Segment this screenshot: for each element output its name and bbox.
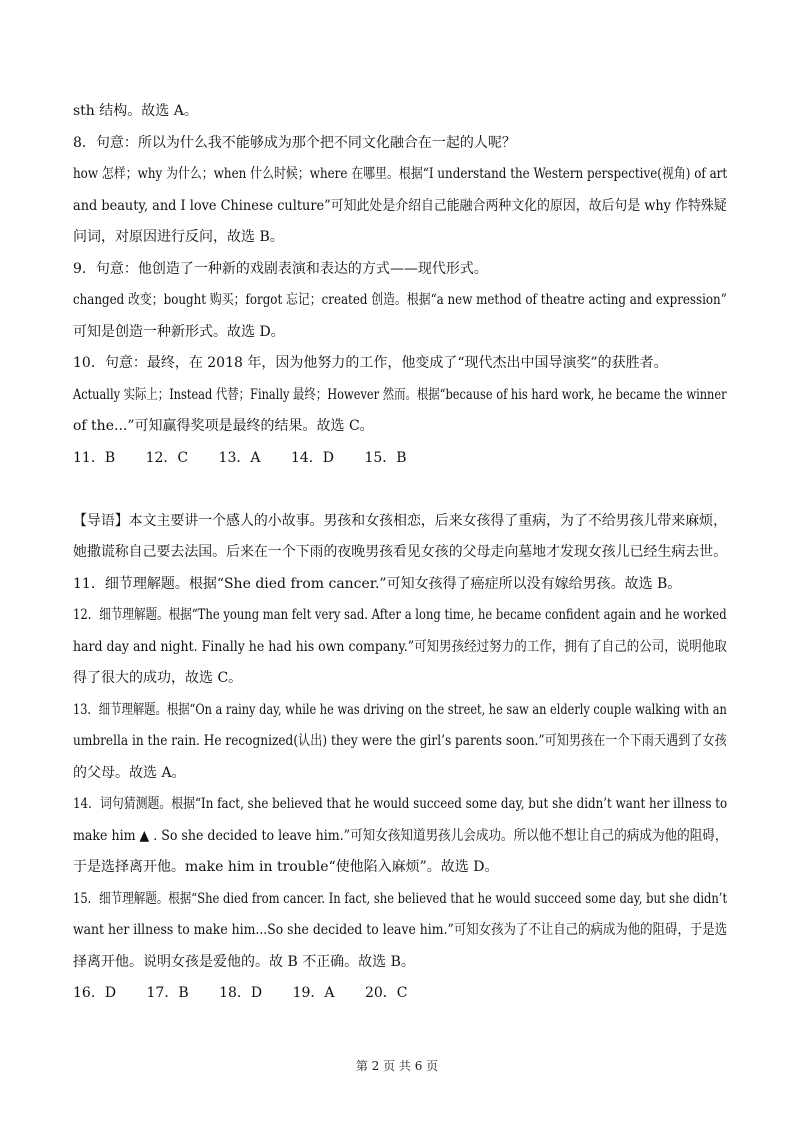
answer-item: 11．B <box>73 449 116 466</box>
answer-item: 16．D <box>73 985 117 1001</box>
explanation-13: 13．细节理解题。根据“On a rainy day, while he was driving on the street, he saw an elderly couple walking with an <box>73 701 727 718</box>
text-line: 她撒谎称自己要去法国。后来在一个下雨的夜晚男孩看见女孩的父母走向墓地才发现女孩儿已经生病去世。 <box>73 544 727 560</box>
answer-item: 14．D <box>290 449 334 466</box>
text-line: and beauty, and I love Chinese culture”可知此处是介绍自己能融合两种文化的原因，故后句是 why 作特殊疑 <box>73 197 727 214</box>
answer-item: 13．A <box>218 449 261 466</box>
answer-item: 19．A <box>292 985 335 1001</box>
text-line: of the...”可知赢得奖项是最终的结果。故选 C。 <box>73 418 374 434</box>
question-8-translation: 8．句意：所以为什么我不能够成为那个把不同文化融合在一起的人呢？ <box>73 134 516 151</box>
guide-intro: 【导语】本文主要讲一个感人的小故事。男孩和女孩相恋，后来女孩得了重病，为了不给男孩儿带来麻烦， <box>73 512 727 529</box>
text-line: 的父母。故选 A。 <box>73 764 186 781</box>
answer-item: 17．B <box>146 985 189 1001</box>
explanation-12: 12．细节理解题。根据“The young man felt very sad. After a long time, he became confident again and he worked <box>73 607 727 623</box>
text-line: want her illness to make him...So she decided to leave him.”可知女孩为了不让自己的病成为他的阻碍，于是选 <box>73 922 728 938</box>
text-line: changed 改变；bought 购买；forgot 忘记；created 创造。根据“a new method of theatre acting and expression” <box>73 292 727 308</box>
text-line: 择离开他。说明女孩是爱他的。故 B 不正确。故选 B。 <box>73 953 415 970</box>
question-10-translation: 10．句意：最终，在 2018 年，因为他努力的工作，他变成了“现代杰出中国导演奖”的获胜者。 <box>73 355 668 371</box>
blank-line <box>73 474 727 506</box>
text-line: how 怎样；why 为什么；when 什么时候；where 在哪里。根据“I understand the Western perspective(视角) of art <box>73 166 728 182</box>
question-9-translation: 9．句意：他创造了一种新的戏剧表演和表达的方式——现代形式。 <box>73 260 488 277</box>
explanation-15: 15．细节理解题。根据“She died from cancer. In fact, she believed that he would succeed some day, but she didn’t <box>73 890 728 907</box>
answer-row <box>73 443 727 475</box>
text-line: make him ▲ . So she decided to leave him.”可知女孩知道男孩儿会成功。所以他不想让自己的病成为他的阻碍， <box>73 827 728 844</box>
answer-item: 15．B <box>364 449 407 466</box>
text-line: 得了很大的成功，故选 C。 <box>73 670 243 686</box>
explanation-14: 14．词句猜测题。根据“In fact, she believed that he would succeed some day, but she didn’t want her illness to <box>73 796 728 812</box>
answer-row <box>73 978 727 1010</box>
answer-item: 20．C <box>364 985 408 1001</box>
text-line: hard day and night. Finally he had his own company.”可知男孩经过努力的工作，拥有了自己的公司，说明他取 <box>73 638 727 655</box>
text-line: 问词，对原因进行反问，故选 B。 <box>73 229 284 245</box>
answer-item: 18．D <box>219 985 263 1001</box>
page-number-footer: 第 2 页 共 6 页 <box>355 1059 439 1073</box>
document-body <box>73 96 727 1010</box>
text-line: Actually 实际上；Instead 代替；Finally 最终；However 然而。根据“because of his hard work, he became the winner <box>73 386 727 403</box>
text-line: umbrella in the rain. He recognized(认出) they were the girl’s parents soon.”可知男孩在一个下雨天遇到了女孩 <box>73 733 727 749</box>
text-line: 于是选择离开他。make him in trouble“使他陷入麻烦”。故选 D。 <box>73 859 499 875</box>
text-line: 可知是创造一种新形式。故选 D。 <box>73 323 285 340</box>
explanation-11: 11．细节理解题。根据“She died from cancer.”可知女孩得了癌症所以没有嫁给男孩。故选 B。 <box>73 575 682 592</box>
answer-item: 12．C <box>145 449 189 466</box>
text-line: sth 结构。故选 A。 <box>73 103 198 119</box>
